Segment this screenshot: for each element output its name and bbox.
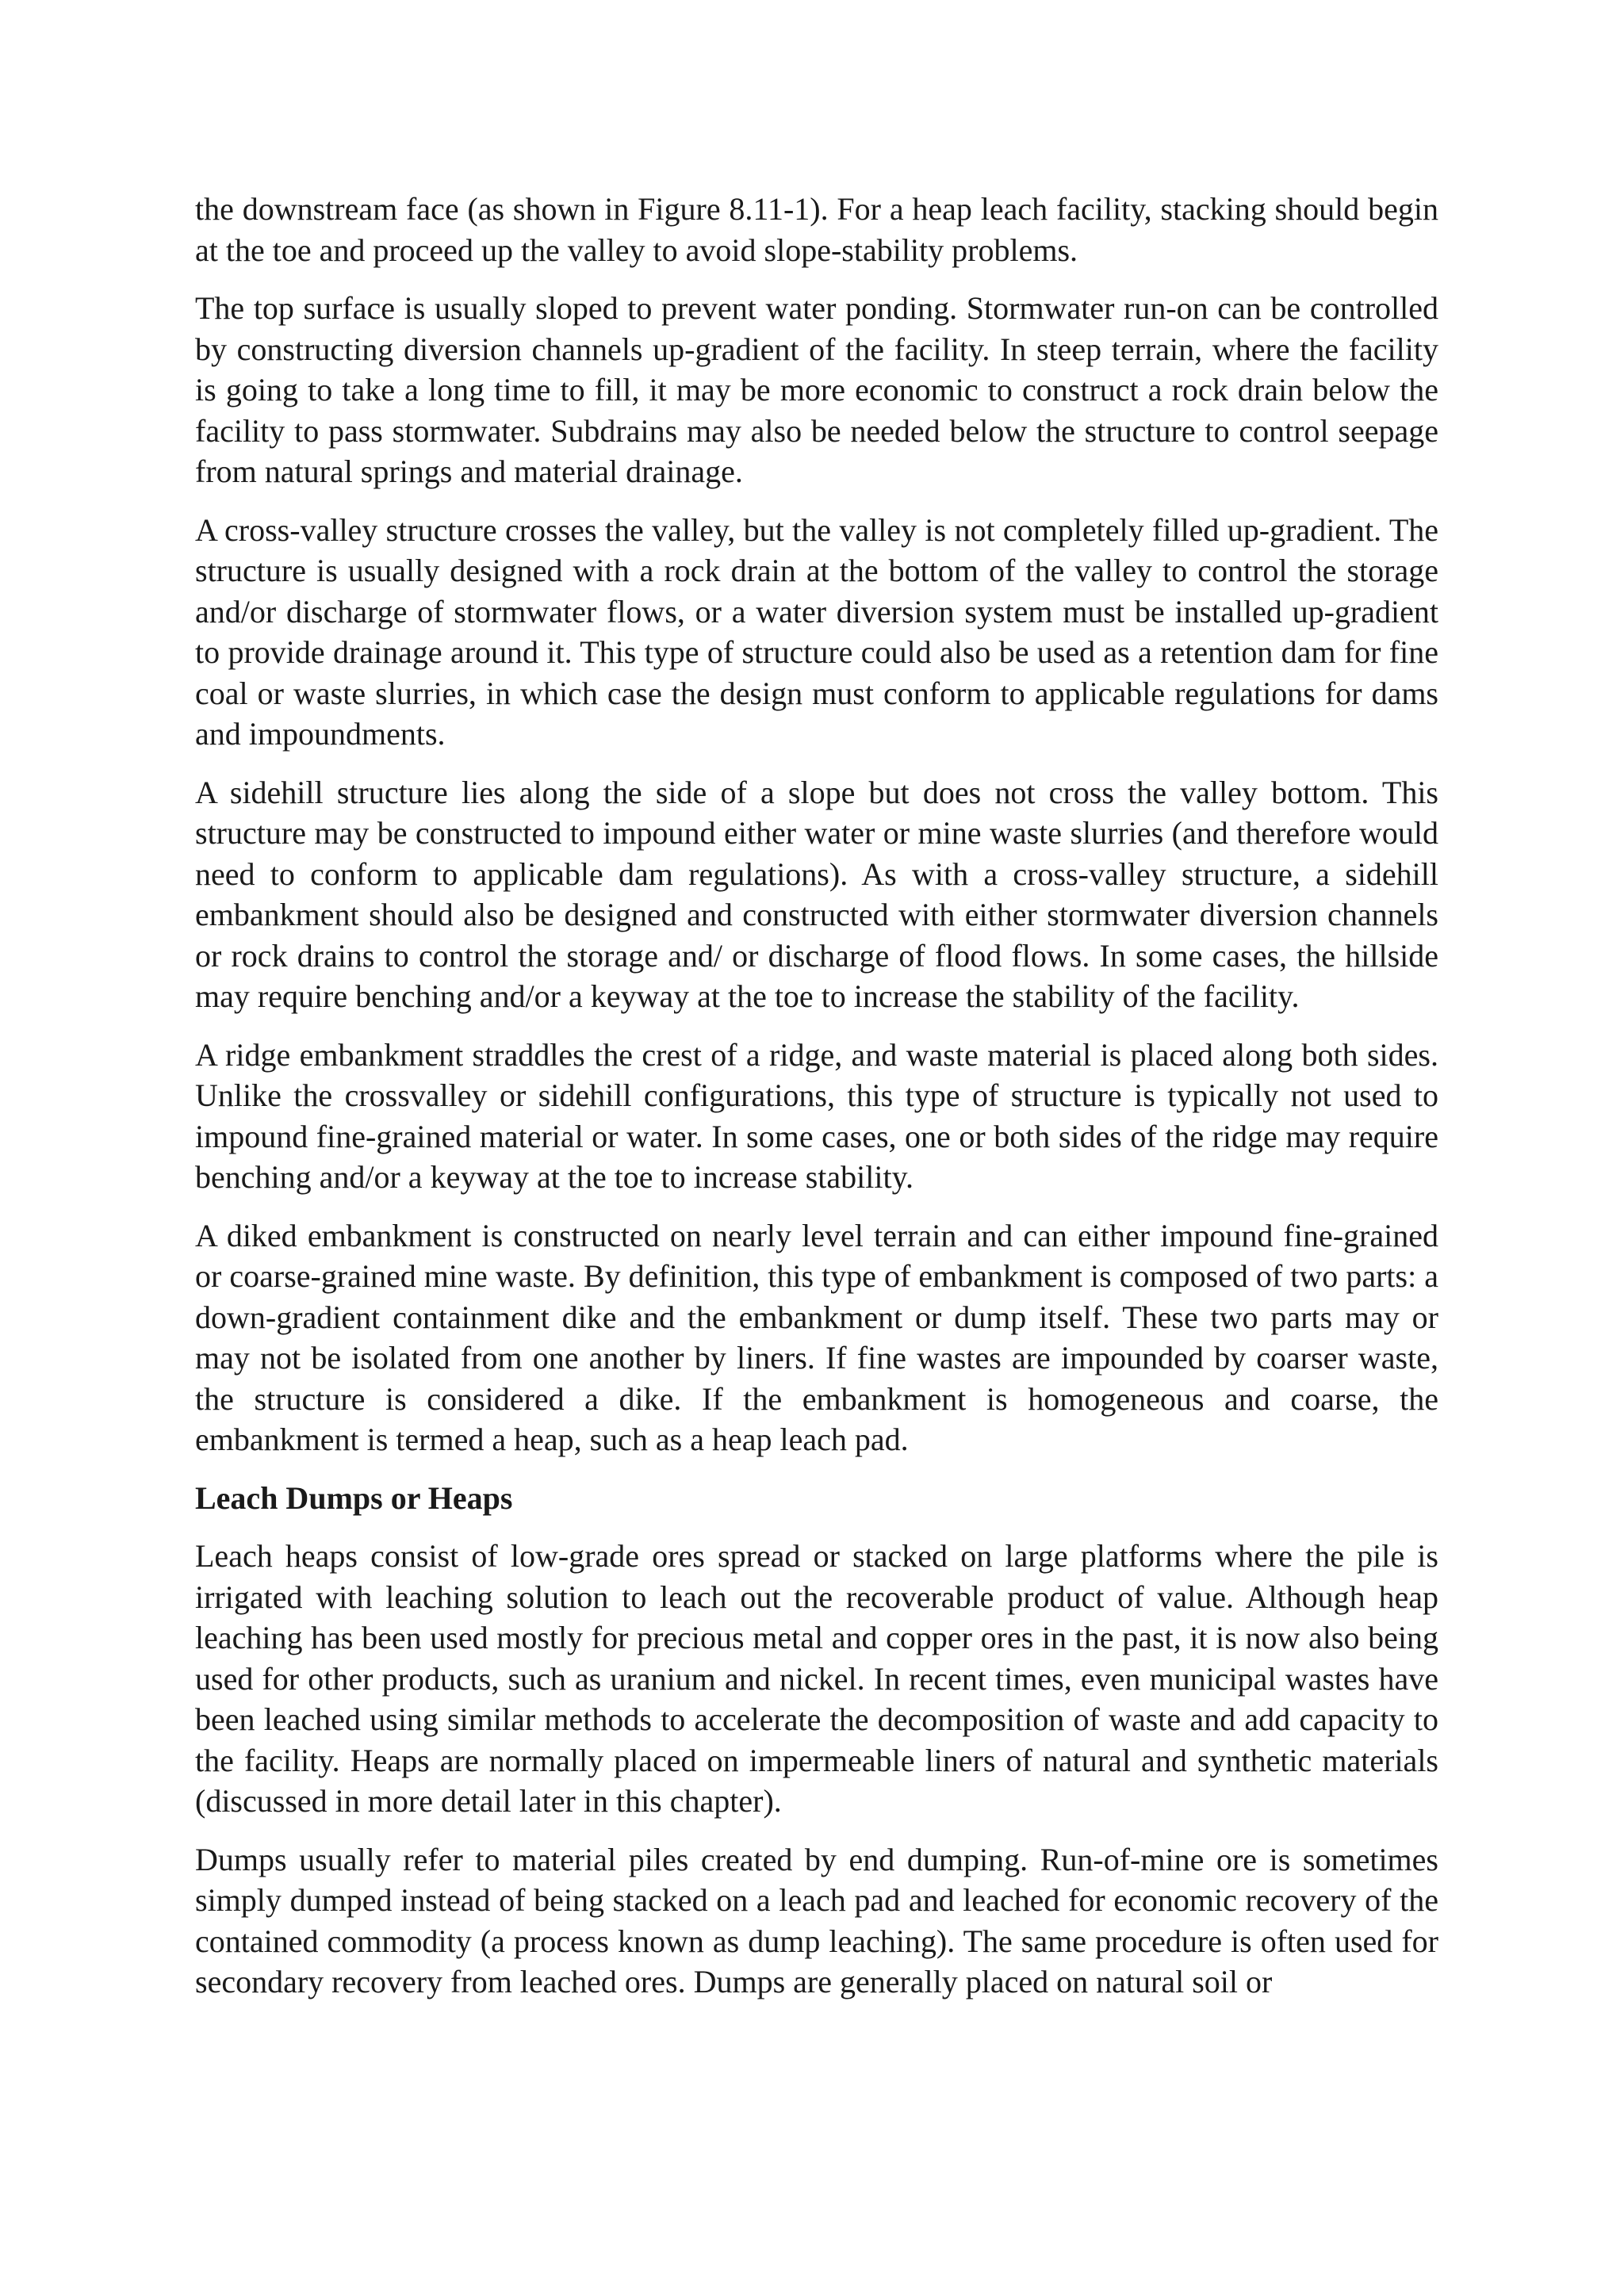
paragraph-diked: A diked embankment is constructed on nearly level terrain and can either impound fine-grained or coarse-grained mine waste. By definition, this type of embankment is composed of two parts: a down-gradient containment dike and the embankment or dump itself. These two parts may or may not be isolated from one another by liners. If fine wastes are impounded by coarser waste, the structure is considered a dike. If the embankment is homogeneous and coarse, the embankment is termed a heap, such as a heap leach pad. xyxy=(195,1217,1438,1457)
paragraph-cross-valley: A cross-valley structure crosses the valley, but the valley is not completely filled up-gradient. The structure is usually designed with a rock drain at the bottom of the valley to control the storage and/or discharge of stormwater flows, or a water diversion system must be installed up-gradient to provide drainage around it. This type of structure could also be used as a retention dam for fine coal or waste slurries, in which case the design must conform to applicable regulations for dams and impoundments. xyxy=(195,511,1438,752)
paragraph-sidehill: A sidehill structure lies along the side of a slope but does not cross the valley bottom. This structure may be constructed to impound either water or mine waste slurries (and therefore would need to conform to applicable dam regulations). As with a cross-valley structure, a sidehill embankment should also be designed and constructed with either stormwater diversion channels or rock drains to control the storage and/ or discharge of flood flows. In some cases, the hillside may require benching and/or a keyway at the toe to increase the stability of the facility. xyxy=(195,774,1438,1014)
paragraph-continuation: the downstream face (as shown in Figure 8.11-1). For a heap leach facility, stacking should begin at the toe and proceed up the valley to avoid slope-stability problems. xyxy=(195,191,1438,268)
document-page xyxy=(195,189,1438,2020)
paragraph-ridge: A ridge embankment straddles the crest of a ridge, and waste material is placed along both sides. Unlike the crossvalley or sidehill configurations, this type of structure is typically not used to impound fine-grained material or water. In some cases, one or both sides of the ridge may require benching and/or a keyway at the toe to increase stability. xyxy=(195,1036,1438,1195)
section-heading: Leach Dumps or Heaps xyxy=(195,1479,513,1516)
paragraph-leach-heaps: Leach heaps consist of low-grade ores spread or stacked on large platforms where the pile is irrigated with leaching solution to leach out the recoverable product of value. Although heap leaching has been used mostly for precious metal and copper ores in the past, it is now also being used for other products, such as uranium and nickel. In recent times, even municipal wastes have been leached using similar methods to accelerate the decomposition of waste and add capacity to the facility. Heaps are normally placed on impermeable liners of natural and synthetic materials (discussed in more detail later in this chapter). xyxy=(195,1538,1438,1819)
paragraph-top-surface: The top surface is usually sloped to prevent water ponding. Stormwater run-on can be controlled by constructing diversion channels up-gradient of the facility. In steep terrain, where the facility is going to take a long time to fill, it may be more economic to construct a rock drain below the facility to pass stormwater. Subdrains may also be needed below the structure to control seepage from natural springs and material drainage. xyxy=(195,290,1438,489)
paragraph-dumps: Dumps usually refer to material piles created by end dumping. Run-of-mine ore is sometimes simply dumped instead of being stacked on a leach pad and leached for economic recovery of the contained commodity (a process known as dump leaching). The same procedure is often used for secondary recovery from leached ores. Dumps are generally placed on natural soil or xyxy=(195,1841,1438,1999)
